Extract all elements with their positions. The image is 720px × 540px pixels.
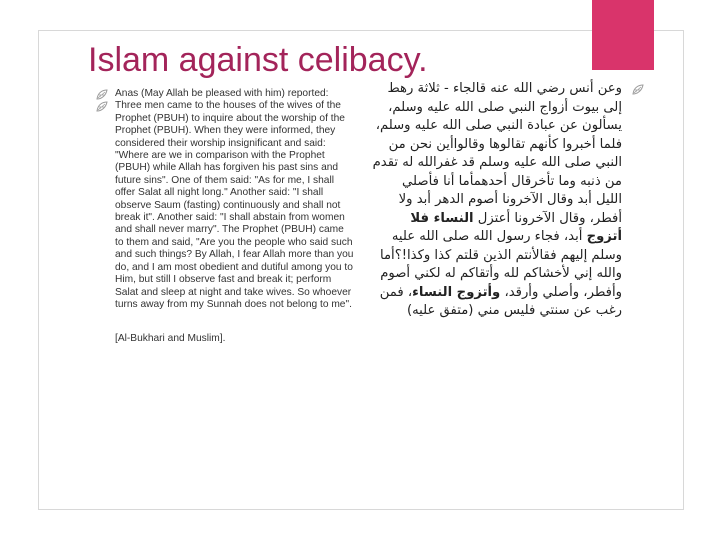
arabic-text-column	[372, 80, 644, 321]
english-text-column	[96, 88, 354, 346]
hadith-arabic-emphasis-1: النساء فلا أتزوج	[410, 210, 622, 244]
slide-title: Islam against celibacy.	[88, 41, 428, 79]
hadith-english-text: Three men came to the houses of the wives of the Prophet (PBUH) to inquire about the worship of the Prophet (PBUH). When they were informed, they considered their worship insignificant and said: "Where are we in comparison with the Prophet (PBUH) while Allah has forgiven his past sins and future sins". One of them said: "As for me, I shall offer Salat all night long." Another said: "I shall observe Saum (fasting) continuously and shall not break it". Another said: "I shall abstain from women and shall never marry". The Prophet (PBUH) came to them and said, "Are you the people who said such and such things? By Allah, I fear Allah more than you do, and I am most obedient and dutiful among you to Him, but still I observe fast and break it; perform Salat and sleep at night and take wives. So whoever turns away from my Sunnah does not belong to me".	[115, 100, 354, 310]
leaf-bullet-icon	[632, 84, 644, 95]
leaf-bullet-icon	[96, 89, 108, 100]
hadith-arabic-part2: أبد، فجاء رسول الله صلى الله عليه وسلم إليهم فقالأنتم الذين قلتم كذا وكذا!؟أما والله إني لأخشاكم لله وأتقاكم له لكني أصوم وأفطر، وأصلي وأرقد،	[379, 229, 622, 300]
hadith-arabic-part3: ، فمن رغب عن سنتي فليس مني (متفق عليه)	[379, 284, 622, 318]
hadith-arabic-emphasis-2: وأتزوج النساء	[412, 284, 501, 300]
accent-ribbon	[592, 0, 654, 70]
hadith-arabic-part1: وعن أنس رضي الله عنه قالجاء - ثلاثة رهط إلى بيوت أزواج النبي صلى الله عليه وسلم، يسألون عن عبادة النبي صلى الله عليه وسلم، فلما أخبروا كأنهم تقالوها وقالواأين نحن من النبي صلى الله عليه وسلم قد غفرالله له تقدم من ذنبه وما تأخرقال أحدهمأما أنا فأصلي الليل أبد وقال الآخرونا أصوم الدهر أبد ولا أفطر، وقال الآخرونا أعتزل	[372, 81, 622, 226]
leaf-bullet-icon	[96, 101, 108, 112]
narrator-text: Anas (May Allah be pleased with him) reported:	[115, 88, 329, 99]
list-item	[96, 88, 354, 100]
citation: [Al-Bukhari and Muslim].	[115, 333, 226, 345]
list-item	[372, 80, 644, 321]
list-item	[96, 100, 354, 311]
